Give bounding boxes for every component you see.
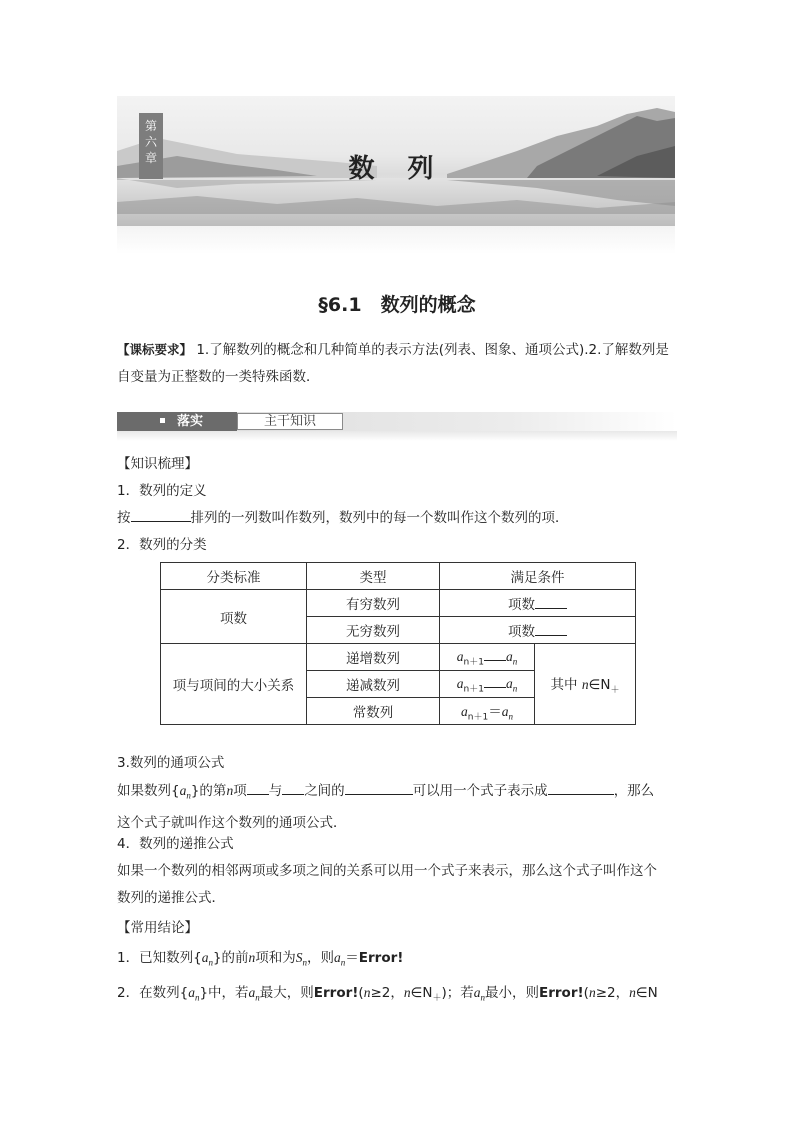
table-cell: 有穷数列 xyxy=(307,590,440,617)
var-a: a xyxy=(456,676,464,692)
subscript: ＋ xyxy=(432,993,442,1004)
blank xyxy=(535,621,567,636)
blank xyxy=(548,780,614,795)
table-cell: 递增数列 xyxy=(307,644,440,671)
classification-table xyxy=(160,562,636,725)
text: 之间的 xyxy=(304,783,345,799)
text: 项和为 xyxy=(255,950,296,966)
conclusions-heading: 【常用结论】 xyxy=(117,920,198,936)
text: 项 xyxy=(233,783,247,799)
subscript: n＋1 xyxy=(463,684,484,695)
table-row xyxy=(161,590,636,617)
var-a: a xyxy=(505,649,513,665)
table-cell: 递减数列 xyxy=(307,671,440,698)
item1-pre: 按 xyxy=(117,510,131,526)
text: ≥2， xyxy=(370,984,404,1001)
text: 2．在数列{ xyxy=(117,984,189,1001)
table-cell xyxy=(535,644,636,725)
var-a: a xyxy=(334,950,341,965)
equals-sign: ＝ xyxy=(488,703,502,720)
table-row xyxy=(161,563,636,590)
conclusion-1 xyxy=(117,943,679,978)
chapter-char: 第 xyxy=(144,119,157,133)
var-a: a xyxy=(501,703,509,719)
var-a: a xyxy=(248,984,256,1000)
blank xyxy=(131,507,191,522)
text: 如果数列{ xyxy=(117,783,180,799)
conclusions-section xyxy=(117,913,679,1013)
item2-title: 2．数列的分类 xyxy=(117,537,207,553)
blank xyxy=(535,594,567,609)
var-a: a xyxy=(179,783,187,798)
table-cell: 常数列 xyxy=(307,698,440,725)
item1-post: 排列的一列数叫作数列，数列中的每一个数叫作这个数列的项． xyxy=(190,510,569,526)
subscript: n xyxy=(255,992,260,1003)
var-n: n xyxy=(248,950,256,965)
subscript: n＋1 xyxy=(463,657,484,668)
chapter-title: 数 列 xyxy=(348,154,446,184)
blank xyxy=(484,646,506,661)
text: 与 xyxy=(268,783,283,799)
error-text: Error! xyxy=(313,984,359,1001)
table-cell: 项数 xyxy=(161,590,307,644)
where-post: ∈N xyxy=(588,676,611,693)
text: ，那么 xyxy=(613,783,655,799)
var-a: a xyxy=(201,950,209,965)
text: )；若 xyxy=(441,984,474,1001)
recursive-section xyxy=(117,831,679,912)
subscript: n xyxy=(512,683,518,694)
var-a: a xyxy=(505,676,513,692)
error-text: Error! xyxy=(539,984,584,1001)
banner-shadow xyxy=(117,226,675,254)
var-n: n xyxy=(403,984,411,1000)
text: ( xyxy=(358,984,364,1001)
bar-light-tab: 主干知识 xyxy=(237,413,343,430)
text: }中，若 xyxy=(199,984,249,1001)
error-text: Error! xyxy=(358,950,404,966)
item1-body xyxy=(117,505,679,532)
recursive-line-2: 数列的递推公式． xyxy=(117,890,225,906)
text: ≥2， xyxy=(595,984,630,1001)
knowledge-section xyxy=(117,451,679,559)
table-cell xyxy=(440,698,535,725)
text: ( xyxy=(583,984,589,1001)
var-s: S xyxy=(295,950,303,965)
table-cell: 无穷数列 xyxy=(307,617,440,644)
bar-dark-tab xyxy=(117,412,237,431)
subscript: n xyxy=(512,656,518,667)
item1-title: 1．数列的定义 xyxy=(117,483,207,499)
text: }的第 xyxy=(190,783,227,799)
requirements-line-2: 自变量为正整数的一类特殊函数． xyxy=(117,369,320,385)
subscript: n xyxy=(508,711,513,722)
text: ∈N xyxy=(410,984,433,1001)
blank xyxy=(345,780,413,795)
table-cell xyxy=(440,644,535,671)
blank xyxy=(247,780,269,795)
subscript: n xyxy=(208,957,213,968)
formula-section xyxy=(117,750,679,837)
var-n: n xyxy=(226,783,234,798)
recursive-line-1: 如果一个数列的相邻两项或多项之间的关系可以用一个式子来表示，那么这个式子叫作这个 xyxy=(117,863,657,879)
subscript: n xyxy=(194,992,200,1003)
chapter-char: 六 xyxy=(144,135,157,149)
terms-label: 项数 xyxy=(508,624,535,640)
table-header: 类型 xyxy=(307,563,440,590)
text: }的前 xyxy=(212,950,249,966)
var-a: a xyxy=(461,703,468,719)
where-pre: 其中 xyxy=(550,676,582,693)
table-header: 分类标准 xyxy=(161,563,307,590)
square-icon xyxy=(160,418,165,423)
table-row xyxy=(161,644,636,671)
text: ＝ xyxy=(345,950,359,966)
bar-dark-label: 落实 xyxy=(177,414,204,429)
recursive-title: 4．数列的递推公式 xyxy=(117,836,234,852)
subscript: ＋ xyxy=(610,685,620,696)
terms-label: 项数 xyxy=(508,597,535,613)
text: ∈N xyxy=(635,984,658,1001)
var-a: a xyxy=(456,649,464,665)
table-cell xyxy=(440,617,636,644)
subscript: n xyxy=(186,790,191,801)
requirements-paragraph xyxy=(117,336,679,391)
formula-title: 3.数列的通项公式 xyxy=(117,755,225,771)
section-bar xyxy=(117,412,677,431)
text: ，则 xyxy=(307,950,335,966)
formula-line-1 xyxy=(117,777,679,810)
subscript: n xyxy=(302,957,308,968)
var-n: n xyxy=(629,984,636,1000)
var-n: n xyxy=(363,984,371,1000)
table-cell xyxy=(440,590,636,617)
text: 最大，则 xyxy=(259,984,314,1001)
requirements-line-1: 1.了解数列的概念和几种简单的表示方法(列表、图象、通项公式).2.了解数列是 xyxy=(196,342,669,358)
text: 最小，则 xyxy=(485,984,540,1001)
subscript: n xyxy=(480,992,486,1003)
text: 1．已知数列{ xyxy=(117,950,202,966)
text: 可以用一个式子表示成 xyxy=(412,783,548,799)
table-cell xyxy=(440,671,535,698)
blank xyxy=(484,673,506,688)
chapter-char: 章 xyxy=(144,151,157,165)
var-a: a xyxy=(188,984,195,1000)
conclusion-2 xyxy=(117,978,679,1014)
blank xyxy=(282,780,304,795)
table-header: 满足条件 xyxy=(440,563,636,590)
bar-shadow xyxy=(117,431,677,441)
section-title: §6.1 数列的概念 xyxy=(318,294,476,316)
var-n: n xyxy=(581,676,589,692)
requirements-label: 【课标要求】 xyxy=(117,342,193,357)
knowledge-heading: 【知识梳理】 xyxy=(117,456,198,472)
var-n: n xyxy=(588,984,596,1000)
var-a: a xyxy=(473,984,481,1000)
subscript: n xyxy=(340,957,346,968)
table-cell: 项与项间的大小关系 xyxy=(161,644,307,725)
subscript: n＋1 xyxy=(467,712,489,723)
formula-line-2: 这个式子就叫作这个数列的通项公式． xyxy=(117,814,347,831)
